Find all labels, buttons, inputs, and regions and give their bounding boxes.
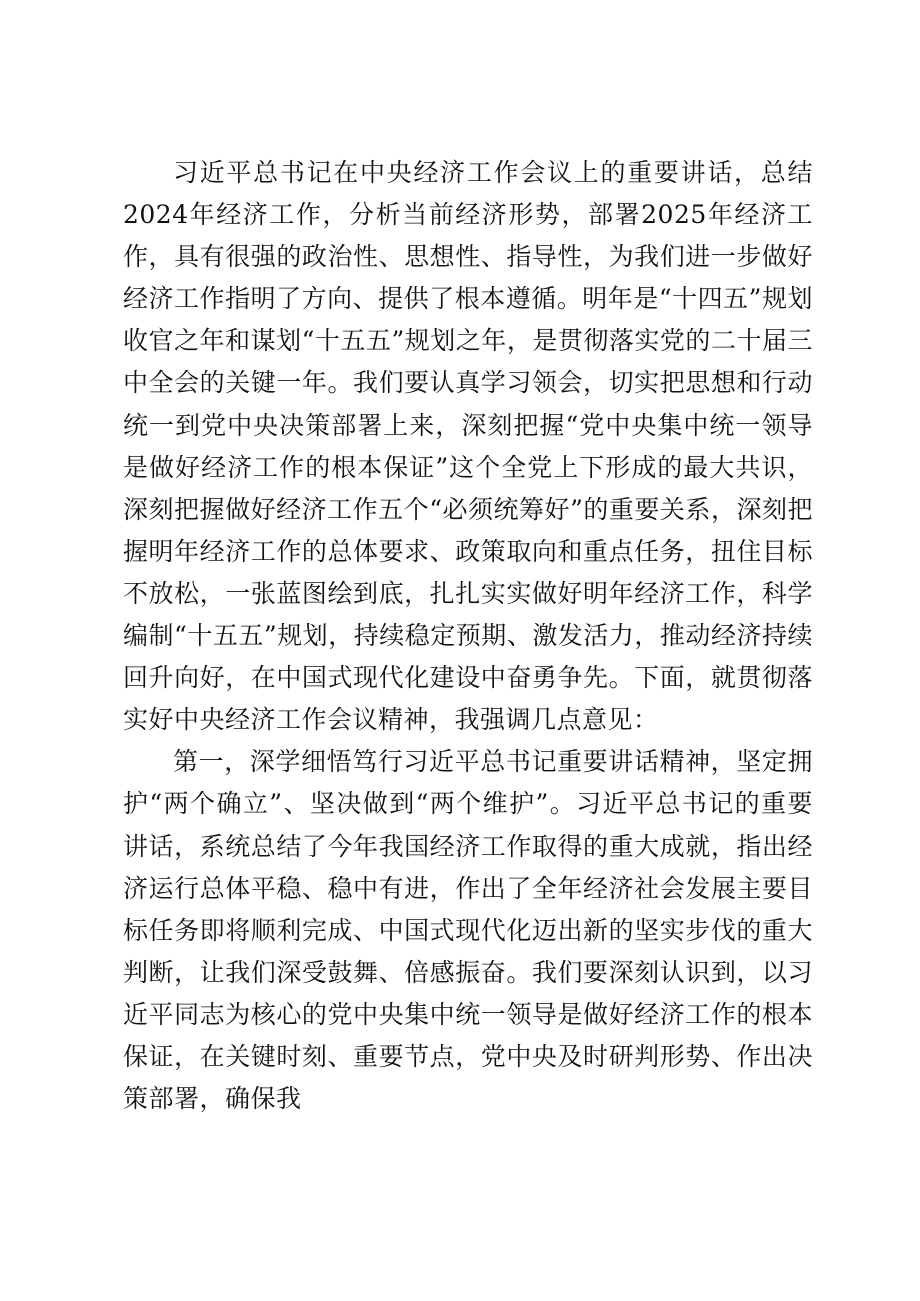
paragraph-intro: 习近平总书记在中央经济工作会议上的重要讲话，总结2024年经济工作，分析当前经济形势，部署2025年经济工作，具有很强的政治性、思想性、指导性，为我们进一步做好经济工作指明了方向、提供了根本遵循。明年是“十四五”规划收官之年和谋划“十五五”规划之年，是贯彻落实党的二十届三中全会的关键一年。我们要认真学习领会，切实把思想和行动统一到党中央决策部署上来，深刻把握“党中央集中统一领导是做好经济工作的根本保证”这个全党上下形成的最大共识，深刻把握做好经济工作五个“必须统筹好”的重要关系，深刻把握明年经济工作的总体要求、政策取向和重点任务，扭住目标不放松，一张蓝图绘到底，扎扎实实做好明年经济工作，科学编制“十五五”规划，持续稳定预期、激发活力，推动经济持续回升向好，在中国式现代化建设中奋勇争先。下面，就贯彻落实好中央经济工作会议精神，我强调几点意见：: [123, 158, 813, 735]
document-body: [123, 152, 813, 1120]
paragraph-first-point: 第一，深学细悟笃行习近平总书记重要讲话精神，坚定拥护“两个确立”、坚决做到“两个维护”。习近平总书记的重要讲话，系统总结了今年我国经济工作取得的重大成就，指出经济运行总体平稳、稳中有进，作出了全年经济社会发展主要目标任务即将顺利完成、中国式现代化迈出新的坚实步伐的重大判断，让我们深受鼓舞、倍感振奋。我们要深刻认识到，以习近平同志为核心的党中央集中统一领导是做好经济工作的根本保证，在关键时刻、重要节点，党中央及时研判形势、作出决策部署，确保我: [123, 747, 813, 1114]
